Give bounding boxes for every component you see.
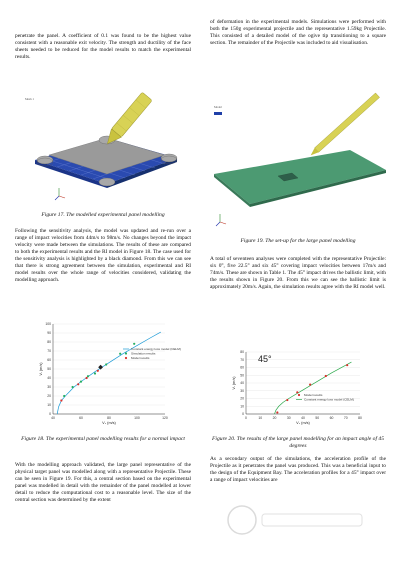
y-tick-label: 30: [240, 388, 244, 393]
data-point: [296, 391, 298, 393]
y-tick-label: 0: [49, 412, 51, 417]
y-tick-label: 50: [47, 367, 51, 372]
legend-swatch-point: [298, 394, 300, 396]
y-axis-label: Vᵣ (m/s): [232, 376, 236, 390]
legend-label: Constant energy loss model (CELM): [131, 347, 181, 351]
x-tick-label: 40: [301, 416, 305, 420]
figure-19-image: [210, 92, 386, 232]
y-tick-label: 70: [47, 349, 51, 354]
data-point: [309, 383, 311, 385]
y-tick-label: 40: [240, 381, 244, 386]
x-tick-label: 10: [258, 416, 263, 420]
y-axis-label: Vᵣ (m/s): [39, 362, 43, 376]
legend-label: Model results: [304, 393, 323, 397]
x-tick-label: 40: [51, 416, 55, 420]
paragraph: A total of seventeen analyses were completed with the representative Projectile: six 0°, five 22.5° and six 45° covering impact velocities between 17m/s and 74m/s. These are shown in Table 1. The 45° impact drives the ballistic limit, with the results shown in Figure 20. From this we can see the ballistic limit is approximately 20m/s. Again, the simulation results agree with the RI model well.: [210, 256, 386, 291]
y-tick-label: 100: [45, 322, 51, 327]
data-point: [119, 353, 121, 355]
paragraph: With the modelling approach validated, the large panel representative of the physical target panel was modelled along with a representative Projectile. These can be seen in Figure 19. For this, a central section based on the experimental panel was modelled in detail with the remainder of the panel modelled at lower detail to reduce the computational cost to a reasonable level. The size of the central section was determined by the extent: [15, 462, 191, 504]
y-tick-label: 20: [240, 396, 244, 401]
x-tick-label: 100: [134, 416, 140, 420]
svg-text:Mesh 1: Mesh 1: [25, 97, 34, 101]
paragraph: penetrate the panel. A coefficient of 0.1 was found to be the highest value consistent with a reasonable exit velocity. The strength and ductility of the face sheets needed to be reduced for the model results to match the experimental results.: [15, 33, 191, 61]
legend-label: Constant energy loss model (CELM): [304, 397, 354, 402]
paragraph: of deformation in the experimental models. Simulations were performed with both the 150g experimental projectile and the representative 1.59kg Projectile. This consisted of a detailed model of the ogive tip transitioning to a square section. The remainder of the Projectile was included to aid visualisation.: [210, 19, 386, 47]
y-tick-label: 20: [47, 394, 51, 399]
data-point: [94, 372, 96, 374]
y-tick-label: 60: [47, 358, 51, 363]
data-point: [77, 383, 79, 385]
data-point: [80, 381, 82, 383]
legend-swatch-point: [125, 352, 127, 354]
figure-18-caption: Figure 18. The experimental panel modelling results for a normal impact: [21, 436, 185, 442]
y-tick-label: 0: [242, 412, 244, 417]
y-tick-label: 40: [47, 376, 51, 381]
figure-17-image: [15, 92, 191, 204]
paragraph: Following the sensitivity analysis, the model was updated and re-run over a range of impact velocities from 44m/s to 98m/s. No changes beyond the impact velocity were made between the simulations. The results of these are compared to both the experimental results and the RI model in Figure 18. The case used for the sensitivity analysis is highlighted by a black diamond. From this we can see that there is strong agreement between the simulation, experimental and RI model results over the whole range of velocities considered, validating the modelling approach.: [15, 228, 191, 284]
y-tick-label: 50: [240, 373, 244, 378]
data-point: [86, 377, 88, 379]
y-tick-label: 30: [47, 385, 51, 390]
x-tick-label: 120: [162, 416, 168, 420]
x-tick-label: 30: [286, 416, 291, 420]
watermark-stamp: [222, 500, 372, 540]
x-tick-label: 0: [245, 416, 247, 420]
legend-swatch-point: [125, 357, 127, 359]
chart-18-svg: [15, 318, 191, 430]
svg-text:Model: Model: [214, 105, 222, 109]
angle-annotation: 45°: [258, 354, 272, 364]
x-tick-label: 70: [343, 416, 348, 420]
figure-18-chart: [15, 318, 191, 430]
y-tick-label: 90: [47, 331, 51, 336]
paragraph: As a secondary output of the simulations, the acceleration profile of the Projectile as it penetrates the panel was produced. This was a beneficial input to the design of the Equipment Bay. The acceleration profiles for a 45° impact over a range of impact velocities are: [210, 456, 386, 484]
y-tick-label: 80: [240, 350, 244, 355]
data-point: [87, 375, 89, 377]
y-tick-label: 10: [47, 403, 51, 408]
x-tick-label: 60: [329, 416, 334, 420]
data-point: [63, 395, 65, 397]
series-line-celm: [57, 332, 161, 414]
x-axis-label: Vₛ (m/s): [102, 421, 116, 425]
data-point: [133, 343, 135, 345]
data-point: [276, 411, 278, 413]
figure-19-caption: Figure 19. The set-up for the large panel modelling: [240, 238, 356, 244]
x-tick-label: 20: [272, 416, 277, 420]
figure-20-caption: Figure 20. The results of the large panel modelling for an impact angle of 45 degrees: [212, 436, 384, 449]
x-tick-label: 60: [79, 416, 83, 420]
data-point: [72, 386, 74, 388]
legend-label: Simulation results: [131, 351, 156, 356]
y-tick-label: 70: [240, 357, 244, 362]
figure-20-chart: [210, 348, 386, 430]
x-tick-label: 80: [107, 416, 111, 420]
x-axis-label: Vₛ (m/s): [296, 421, 310, 425]
data-point: [60, 399, 62, 401]
figure-17-caption: Figure 17. The modelled experimental panel modelling: [41, 212, 165, 218]
data-point: [97, 370, 99, 372]
chart-20-svg: [210, 348, 386, 430]
y-tick-label: 80: [47, 340, 51, 345]
x-tick-label: 80: [358, 416, 362, 420]
y-tick-label: 60: [240, 365, 244, 370]
data-point: [346, 364, 348, 366]
x-tick-label: 50: [315, 416, 320, 420]
data-point: [105, 363, 107, 365]
data-point: [325, 375, 327, 377]
y-tick-label: 10: [240, 404, 244, 409]
data-point: [286, 399, 288, 401]
legend-label: Model results: [131, 356, 150, 360]
